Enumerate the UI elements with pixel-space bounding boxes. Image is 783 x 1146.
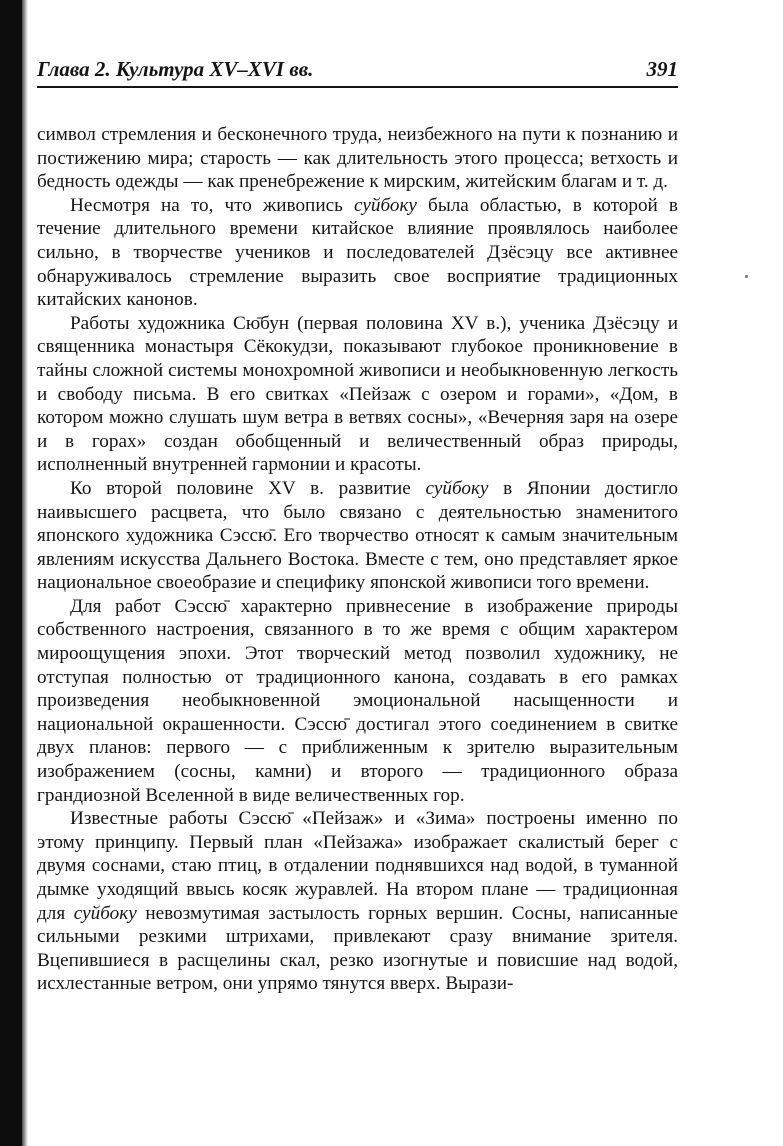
paragraph <box>37 595 678 807</box>
text-run: была областью, в которой в течение длительного времени китайское влияние проявлялось наиболее сильно, в творчестве учеников и последователей Дзёсэцу все активнее обнаруживалось стремление выразить свое восприятие традиционных китайских канонов. <box>37 194 678 311</box>
paragraph <box>37 312 678 477</box>
book-page <box>37 56 678 996</box>
italic-term: суйбоку <box>425 477 489 499</box>
text-run: символ стремления и бесконечного труда, неизбежного на пути к познанию и постижению мира; старость — как длительность этого процесса; ветхость и бедность одежды — как пренебрежение к мирским, житейским благам и т. д. <box>37 124 678 193</box>
scan-speck <box>745 275 748 278</box>
paragraph <box>37 477 678 595</box>
text-run: Ко второй половине XV в. развитие <box>70 477 426 499</box>
paragraph <box>37 123 678 194</box>
page-number: 391 <box>646 57 678 81</box>
italic-term: суйбоку <box>73 902 137 924</box>
italic-term: суйбоку <box>353 194 417 216</box>
running-header <box>37 56 678 88</box>
text-run: Известные работы Сэссю̄ «Пейзаж» и «Зима» построены именно по этому принципу. Первый план «Пейзажа» изображает скалистый берег с двумя соснами, стаю птиц, в отдалении поднявшихся над водой, в туманной дымке уходящий ввысь косяк журавлей. На втором плане — традиционная для <box>37 808 678 924</box>
text-run: Несмотря на то, что живопись <box>70 194 354 216</box>
spine-fade <box>22 0 28 1146</box>
text-run: Работы художника Сю̄бун (первая половина XV в.), ученика Дзёсэцу и священника монастыря Сёкокудзи, показывают глубокое проникновение в тайны сложной системы монохромной живописи и необыкновенную легкость и свободу письма. В его свитках «Пейзаж с озером и горами», «Дом, в котором можно слушать шум ветра в ветвях сосны», «Вечерняя заря на озере и в горах» создан обобщенный и величественный образ природы, исполненный внутренней гармонии и красоты. <box>37 312 678 476</box>
chapter-title: Глава 2. Культура XV–XVI вв. <box>37 57 314 81</box>
text-run: невозмутимая застылость горных вершин. Сосны, написанные сильными резкими штрихами, привлекают сразу внимание зрителя. Вцепившиеся в расщелины скал, резко изогнутые и повисшие над водой, исхлестанные ветром, они упрямо тянутся вверх. Вырази- <box>37 902 678 995</box>
text-run: Для работ Сэссю̄ характерно привнесение в изображение природы собственного настроения, связанного в то же время с общим характером мироощущения эпохи. Этот творческий метод позволил художнику, не отступая полностью от традиционного канона, создавать в его рамках произведения необыкновенной эмоциональной насыщенности и национальной окрашенности. Сэссю̄ достигал этого соединением в свитке двух планов: первого — с приближенным к зрителю выразительным изображением (сосны, камни) и второго — традиционного образа грандиозной Вселенной в виде величественных гор. <box>37 595 678 806</box>
text-run: в Японии достигло наивысшего расцвета, что было связано с деятельностью знаменитого японского художника Сэссю̄. Его творчество относят к самым значительным явлениям искусства Дальнего Востока. Вместе с тем, оно представляет яркое национальное своеобразие и специфику японской живописи того времени. <box>37 477 679 594</box>
paragraph <box>37 807 678 996</box>
body-text <box>37 123 678 996</box>
book-spine-shadow <box>0 0 22 1146</box>
paragraph <box>37 194 678 312</box>
